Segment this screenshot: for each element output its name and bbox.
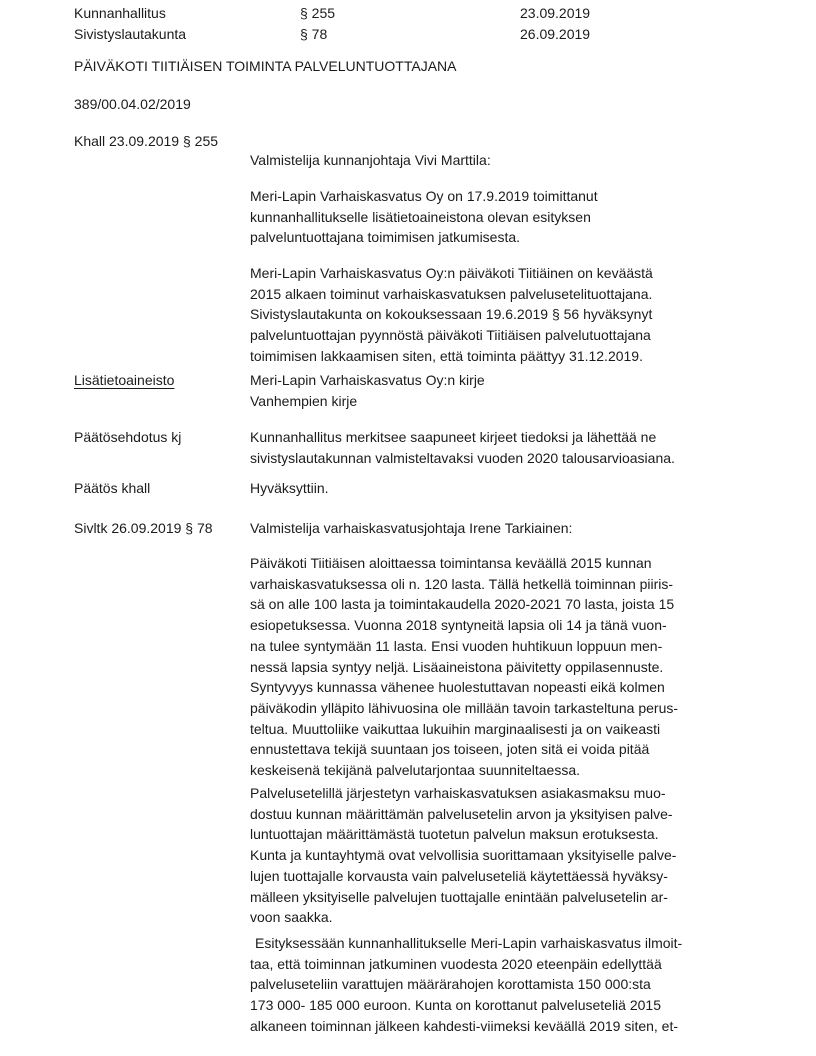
sivltk-section-row (74, 518, 572, 539)
section-number: § 78 (300, 25, 328, 42)
sivltk-section-heading: Sivltk 26.09.2019 § 78 (74, 520, 213, 536)
text-line: päiväkodin ylläpito lähivuosina ole millään tavoin tarkasteltuna perus- (250, 699, 679, 716)
text-line: Päiväkoti Tiitiäisen aloittaessa toimintansa keväällä 2015 kunnan (250, 555, 652, 571)
sivltk-preparer-line: Valmistelija varhaiskasvatusjohtaja Irene Tarkiainen: (250, 520, 573, 536)
text-line: Syntyvyys kunnassa vähenee huolestuttavan nopeasti eikä kolmen (250, 679, 665, 696)
decision-label: Päätös khall (74, 480, 151, 496)
text-line: sivistyslautakunnan valmisteltavaksi vuoden 2020 talousarvioasiana. (250, 449, 675, 466)
text-line: taa, että toiminnan jatkuminen vuodesta 2020 eteenpäin edellyttää (250, 955, 662, 972)
text-line: palveluntuottajan pyynnöstä päiväkoti Tiitiäisen palvelutuottajana (250, 327, 651, 344)
committee-name: Kunnanhallitus (74, 5, 166, 21)
attachments-label: Lisätietoaineisto (74, 372, 175, 388)
text-line: palveluntuottajana toimimisen jatkumisesta. (250, 229, 521, 246)
committee-name: Sivistyslautakunta (74, 25, 187, 42)
text-line: Esityksessään kunnanhallitukselle Meri-Lapin varhaiskasvatus ilmoit- (255, 935, 683, 951)
text-line: nessä lapsia syntyy neljä. Lisäaineistona päivitetty oppilasennuste. (250, 658, 664, 675)
header-row-sivistyslautakunta (74, 24, 590, 45)
decision-proposal-content (250, 427, 675, 468)
text-line: kunnanhallitukselle lisätietoaineistona olevan esityksen (250, 208, 591, 225)
khall-preparer-line: Valmistelija kunnanjohtaja Vivi Marttila: (250, 152, 491, 168)
case-number: 389/00.04.02/2019 (74, 96, 191, 112)
text-line: sä on alle 100 lasta ja toimintakaudella 2020-2021 70 lasta, joista 15 (250, 596, 675, 613)
text-line: mälleen yksityiselle palvelujen tuottajalle enintään palvelusetelin ar- (250, 888, 668, 905)
attachments-row (74, 370, 485, 411)
khall-section-heading: Khall 23.09.2019 § 255 (74, 133, 219, 149)
decision-proposal-row (74, 427, 675, 468)
decision-row (74, 478, 329, 499)
sivltk-paragraph-2 (250, 783, 676, 928)
text-line: varhaiskasvatuksessa oli n. 120 lasta. Tällä hetkellä toiminnan piiris- (250, 575, 674, 592)
header-table (74, 3, 590, 44)
meeting-date: 26.09.2019 (520, 25, 591, 42)
text-line: Vanhempien kirje (250, 392, 358, 409)
text-line: toimimisen lakkaamisen siten, että toiminta päättyy 31.12.2019. (250, 347, 643, 364)
text-line: 2015 alkaen toiminut varhaiskasvatuksen palvelusetelituottajana. (250, 285, 653, 302)
sivltk-paragraph-3 (250, 933, 682, 1037)
text-line: Meri-Lapin Varhaiskasvatus Oy on 17.9.2019 toimittanut (250, 188, 598, 204)
text-line: luntuottajan määrittämästä tuotetun palvelun maksun erotuksesta. (250, 826, 659, 843)
text-line: esiopetuksessa. Vuonna 2018 syntyneitä lapsia oli 14 ja tänä vuon- (250, 617, 667, 634)
khall-paragraph-2 (250, 263, 653, 367)
text-line: dostuu kunnan määrittämän palvelusetelin arvon ja yksityisen palve- (250, 805, 673, 822)
text-line: 173 000- 185 000 euroon. Kunta on korottanut palveluseteliä 2015 (250, 997, 661, 1014)
text-line: Kunta ja kuntayhtymä ovat velvollisia suorittamaan yksityiselle palve- (250, 847, 677, 864)
section-number: § 255 (300, 5, 336, 21)
header-row-kunnanhallitus (74, 3, 590, 24)
text-line: palveluseteliin varattujen määrärahojen korottamista 150 000:sta (250, 976, 651, 993)
text-line: Sivistyslautakunta on kokouksessaan 19.6.2019 § 56 hyväksynyt (250, 306, 653, 323)
text-line: ennustettava tekijä suuntaan jos toiseen, joten sitä ei voida pitää (250, 741, 650, 758)
text-line: voon saakka. (250, 909, 333, 926)
khall-paragraph-1 (250, 186, 598, 248)
document-title: PÄIVÄKOTI TIITIÄISEN TOIMINTA PALVELUNTUOTTAJANA (74, 58, 457, 74)
decision-content (250, 478, 329, 499)
text-line: Meri-Lapin Varhaiskasvatus Oy:n kirje (250, 372, 485, 388)
text-line: lujen tuottajalle korvausta vain palveluseteliä käytettäessä hyväksy- (250, 867, 668, 884)
text-line: na tulee syntymään 11 lasta. Ensi vuoden huhtikuun loppuun men- (250, 637, 663, 654)
text-line: Meri-Lapin Varhaiskasvatus Oy:n päiväkoti Tiitiäinen on keväästä (250, 265, 653, 281)
text-line: keskeisenä tekijänä palvelutarjontaa suunniteltaessa. (250, 762, 580, 779)
attachments-content (250, 370, 485, 411)
text-line: alkaneen toiminnan jälkeen kahdesti-viimeksi keväällä 2019 siten, et- (250, 1017, 679, 1034)
text-line: Hyväksyttiin. (250, 480, 329, 496)
meeting-date: 23.09.2019 (520, 5, 591, 21)
text-line: teltua. Muuttoliike vaikuttaa lukuihin marginaalisesti ja on vaikeasti (250, 720, 661, 737)
decision-proposal-label: Päätösehdotus kj (74, 429, 182, 445)
text-line: Kunnanhallitus merkitsee saapuneet kirjeet tiedoksi ja lähettää ne (250, 429, 657, 445)
text-line: Palvelusetelillä järjestetyn varhaiskasvatuksen asiakasmaksu muo- (250, 785, 666, 801)
sivltk-paragraph-1 (250, 553, 678, 781)
